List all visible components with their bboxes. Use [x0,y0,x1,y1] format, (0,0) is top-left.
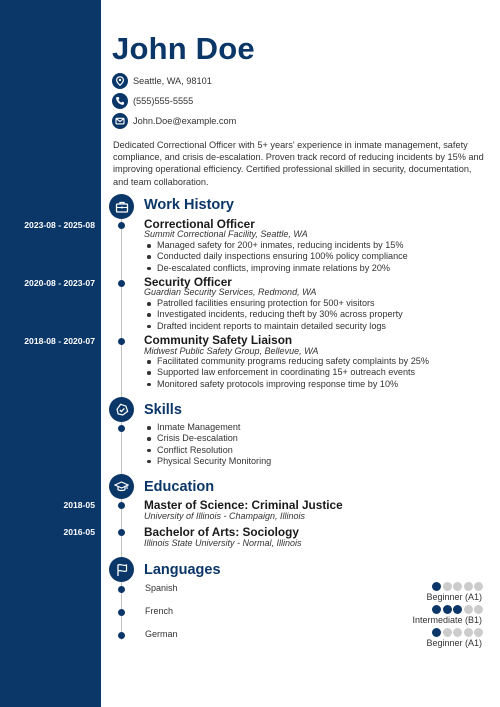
job-bullets-2 [146,298,403,332]
section-title-work-history: Work History [144,197,234,213]
rating-dot-filled [432,605,441,614]
rating-dot-empty [453,582,462,591]
candidate-name: John Doe [112,31,255,66]
rating-dot-filled [443,605,452,614]
language-rating-2 [432,605,483,614]
list-item: Physical Security Monitoring [146,456,271,467]
contact-location [112,73,212,89]
language-level-3: Beginner (A1) [426,638,482,648]
sidebar [0,0,101,707]
job-title-1: Correctional Officer [144,217,255,231]
section-title-education: Education [144,479,215,495]
list-item: Managed safety for 200+ inmates, reducing incidents by 15% [146,240,408,251]
rating-dot-empty [453,628,462,637]
timeline-dot [118,529,125,536]
phone-text: (555)555-5555 [133,96,194,106]
timeline-dot [118,586,125,593]
timeline-dot [118,502,125,509]
job-bullets-1 [146,240,408,274]
list-item: Conducted daily inspections ensuring 100% policy compliance [146,251,408,262]
email-text: John.Doe@example.com [133,116,237,126]
language-level-2: Intermediate (B1) [412,615,482,625]
edu-date-2: 2016-05 [63,527,95,537]
professional-summary: Dedicated Correctional Officer with 5+ years' experience in inmate management, safety compliance, and crisis de-escalation. Proven track record of reducing incidents by 15% and improving operational efficiency. Certified professional skilled in security, documentation, and team collaboration. [113,140,484,187]
language-rating-3 [432,628,483,637]
flag-icon [109,557,134,582]
list-item: Supported law enforcement in coordinating 15+ outreach events [146,367,429,378]
list-item: Patrolled facilities ensuring protection for 500+ visitors [146,298,403,309]
badge-check-icon [109,397,134,422]
section-title-languages: Languages [144,562,221,578]
timeline-dot [118,425,125,432]
job-org-1: Summit Correctional Facility, Seattle, WA [144,229,308,239]
work-date-2: 2020-08 - 2023-07 [24,278,95,288]
envelope-icon [112,113,128,129]
rating-dot-empty [464,605,473,614]
list-item: De-escalated conflicts, improving inmate relations by 20% [146,263,408,274]
list-item: Monitored safety protocols improving response time by 10% [146,379,429,390]
school-2: Illinois State University - Normal, Illinois [144,538,302,548]
edu-date-1: 2018-05 [63,500,95,510]
job-org-3: Midwest Public Safety Group, Bellevue, WA [144,346,319,356]
rating-dot-empty [443,582,452,591]
language-rating-1 [432,582,483,591]
list-item: Drafted incident reports to maintain detailed security logs [146,321,403,332]
contact-phone [112,93,193,109]
job-bullets-3 [146,356,429,390]
list-item: Inmate Management [146,422,271,433]
language-name-2: French [145,606,174,616]
rating-dot-filled [453,605,462,614]
rating-dot-empty [474,605,483,614]
job-org-2: Guardian Security Services, Redmond, WA [144,287,317,297]
language-name-1: Spanish [145,583,178,593]
timeline-dot [118,280,125,287]
rating-dot-filled [432,628,441,637]
list-item: Facilitated community programs reducing safety complaints by 25% [146,356,429,367]
rating-dot-empty [464,628,473,637]
list-item: Conflict Resolution [146,445,271,456]
rating-dot-filled [432,582,441,591]
list-item: Investigated incidents, reducing theft by 30% across property [146,309,403,320]
location-pin-icon [112,73,128,89]
section-title-skills: Skills [144,402,182,418]
language-name-3: German [145,629,178,639]
rating-dot-empty [464,582,473,591]
location-text: Seattle, WA, 98101 [133,76,212,86]
job-title-2: Security Officer [144,275,232,289]
degree-1: Master of Science: Criminal Justice [144,498,343,512]
timeline-dot [118,632,125,639]
phone-icon [112,93,128,109]
list-item: Crisis De-escalation [146,433,271,444]
graduation-cap-icon [109,474,134,499]
timeline-dot [118,222,125,229]
skills-list [146,422,271,467]
briefcase-icon [109,194,134,219]
rating-dot-empty [474,582,483,591]
degree-2: Bachelor of Arts: Sociology [144,525,299,539]
contact-email [112,113,236,129]
work-date-1: 2023-08 - 2025-08 [24,220,95,230]
job-title-3: Community Safety Liaison [144,333,293,347]
timeline-dot [118,609,125,616]
school-1: University of Illinois - Champaign, Illinois [144,511,306,521]
rating-dot-empty [474,628,483,637]
work-date-3: 2018-08 - 2020-07 [24,336,95,346]
language-level-1: Beginner (A1) [426,592,482,602]
timeline-dot [118,338,125,345]
rating-dot-empty [443,628,452,637]
